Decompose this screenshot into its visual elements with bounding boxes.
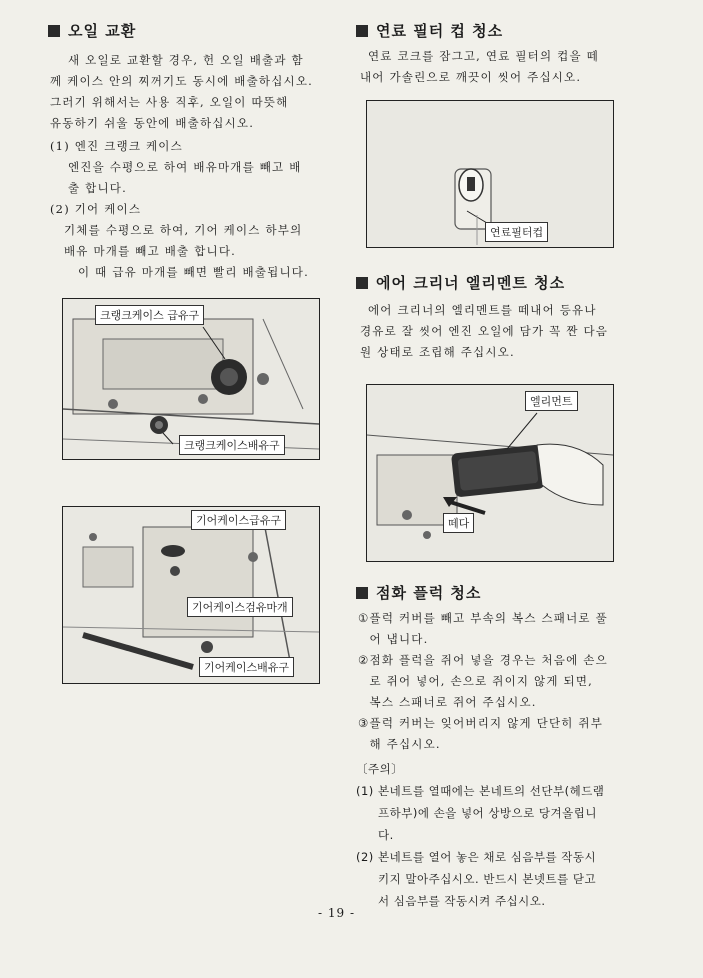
list-item: ① 플럭 커버를 빼고 부속의 복스 스패너로 풀 어 냅니다. [358, 611, 608, 646]
square-bullet-icon [356, 25, 368, 37]
crankcase-figure [62, 298, 320, 460]
remove-label: 떼다 [443, 513, 474, 533]
gearcase-check-label: 기어케이스검유마개 [187, 597, 293, 617]
fuel-filter-cup-label: 연료필터컵 [485, 222, 548, 242]
air-cleaner-figure [366, 384, 614, 562]
gearcase-figure [62, 506, 320, 684]
fuel-filter-title: 연료 필터 컵 청소 [356, 20, 503, 41]
gear-note: 이 때 급유 마개를 빼면 빨리 배출됩니다. [78, 265, 309, 279]
fuel-filter-figure [366, 100, 614, 248]
oil-change-title: 오일 교환 [48, 20, 136, 41]
spark-plug-title: 점화 플럭 청소 [356, 582, 481, 603]
fuel-filter-text: 연료 코크를 잠그고, 연료 필터의 컵을 떼 내어 가솔린으로 깨끗이 씻어 주십시오. [360, 49, 599, 84]
page-number: - 19 - [318, 906, 356, 920]
square-bullet-icon [356, 587, 368, 599]
air-cleaner-text: 에어 크리너의 엘리멘트를 떼내어 등유나 경유로 잘 씻어 엔진 오일에 담가 꼭 짠 다음 원 상태로 조립해 주십시오. [360, 303, 609, 359]
list-item: (1) 본네트를 열때에는 본네트의 선단부(헤드램 프하부)에 손을 넣어 상방으로 당겨올립니 다. [356, 784, 605, 842]
gearcase-drain-label: 기어케이스배유구 [199, 657, 294, 677]
list-item: ② 점화 플럭을 쥐어 넣을 경우는 처음에 손으 로 쥐어 넣어, 손으로 쥐이지 않게 되면, 복스 스패너로 쥐어 주십시오. [358, 653, 608, 709]
spark-plug-list [358, 608, 628, 755]
crankcase-fill-label: 크랭크케이스 급유구 [95, 305, 204, 325]
crankcase-drain-label: 크랭크케이스배유구 [179, 435, 285, 455]
air-cleaner-title: 에어 크리너 엘리멘트 청소 [356, 272, 565, 293]
caution-title: 〔주의〕 [356, 762, 404, 776]
square-bullet-icon [356, 277, 368, 289]
crank-case-heading: (1) 엔진 크랭크 케이스 [50, 139, 183, 153]
gearcase-fill-label: 기어케이스급유구 [191, 510, 286, 530]
air-cleaner-illustration [367, 385, 613, 561]
gear-case-heading: (2) 기어 케이스 [50, 202, 142, 216]
element-label: 엘리먼트 [525, 391, 578, 411]
list-item: ③ 플럭 커버는 잊어버리지 않게 단단히 쥐부 해 주십시오. [358, 716, 604, 751]
oil-intro: 새 오일로 교환할 경우, 헌 오일 배출과 함 께 케이스 안의 찌꺼기도 동시에 배출하십시오. 그러기 위해서는 사용 직후, 오일이 따뜻해 유동하기 쉬울 동안에 배출하십시오. (1) 엔진 크랭크 케이스 엔진을 수평으로 하여 배유마개를 빼고 배 출 합니다. (2) 기어 케이스 기체를 수평으로 하여, 기어 케이스 하부의 배유 마개를 빼고 배출 합니다. 이 때 급유 마개를 빼면 빨리 배출됩니다. [50, 50, 330, 283]
list-item: (2) 본네트를 열어 놓은 채로 심음부를 작동시 키지 말아주십시오. 반드시 본넷트를 닫고 서 심음부를 작동시켜 주십시오. [356, 850, 597, 908]
square-bullet-icon [48, 25, 60, 37]
caution-section [356, 758, 632, 912]
